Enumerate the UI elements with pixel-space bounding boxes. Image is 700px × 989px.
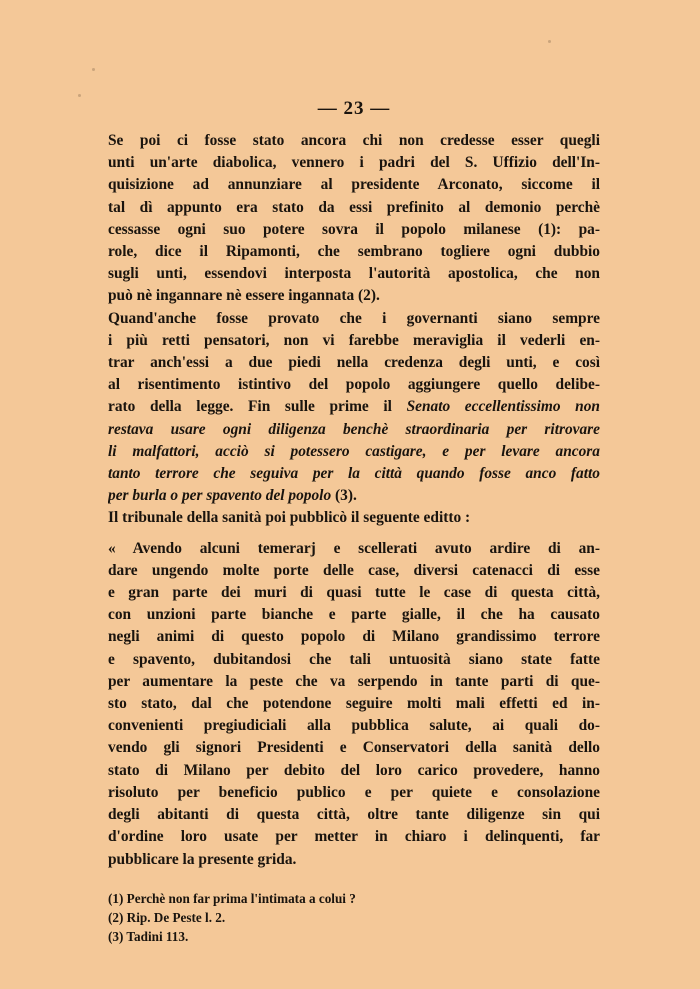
text-line bbox=[108, 485, 600, 507]
text-line: trar anch'essi a due piedi nella credenza degli unti, e così bbox=[108, 354, 600, 372]
paragraph-1 bbox=[108, 130, 600, 308]
italic-quote: per burla o per spavento del popolo bbox=[108, 487, 332, 505]
text-line: pubblicare la presente grida. bbox=[108, 850, 297, 868]
text-line: « Avendo alcuni temerarj e scellerati avuto ardire di an- bbox=[108, 539, 600, 557]
footnote-ref: (3). bbox=[335, 487, 357, 505]
text-line: Quand'anche fosse provato che i governanti siano sempre bbox=[108, 309, 600, 327]
footnote: (2) Rip. De Peste l. 2. bbox=[108, 909, 226, 925]
text-line: Se poi ci fosse stato ancora chi non credesse esser quegli bbox=[108, 132, 600, 149]
text-line: per aumentare la peste che va serpendo in tante parti di que- bbox=[108, 672, 600, 690]
text-line: con unzioni parte bianche e parte gialle, il che ha causato bbox=[108, 606, 600, 624]
text-line: Il tribunale della sanità poi pubblicò il seguente editto : bbox=[108, 509, 471, 527]
italic-quote-line: li malfattori, acciò si potessero castigare, e per levare ancora bbox=[108, 442, 600, 460]
text-line: negli animi di questo popolo di Milano grandissimo terrore bbox=[108, 628, 600, 646]
paragraph-3 bbox=[108, 507, 600, 529]
italic-quote-line: tanto terrore che seguiva per la città quando fosse anco fatto bbox=[108, 465, 600, 483]
text-line: sugli unti, essendovi interposta l'autorità apostolica, che non bbox=[108, 265, 600, 283]
text-line: e gran parte dei muri di quasi tutte le case di questa città, bbox=[108, 584, 600, 602]
text-line: i più retti pensatori, non vi farebbe meraviglia il vederli en- bbox=[108, 331, 600, 349]
text-line: d'ordine loro usate per metter in chiaro i delinquenti, far bbox=[108, 828, 600, 846]
text-line: convenienti pregiudiciali alla pubblica salute, ai quali do- bbox=[108, 717, 600, 735]
italic-quote: Senato eccellentissimo non bbox=[406, 398, 600, 416]
text-line: cessasse ogni suo potere sovra il popolo milanese (1): pa- bbox=[108, 220, 600, 238]
text-line bbox=[108, 396, 600, 418]
paper-speck bbox=[78, 94, 81, 97]
text-line: risoluto per beneficio publico e per quiete e consolazione bbox=[108, 783, 600, 801]
paper-speck bbox=[548, 40, 551, 43]
text-line: al risentimento istintivo del popolo aggiungere quello delibe- bbox=[108, 376, 600, 394]
text-line: vendo gli signori Presidenti e Conservatori della sanità dello bbox=[108, 739, 600, 757]
paragraph-2 bbox=[108, 308, 600, 508]
book-page bbox=[108, 98, 600, 946]
text-line: e spavento, dubitandosi che tali untuosità siano state fatte bbox=[108, 650, 600, 668]
footnote: (3) Tadini 113. bbox=[108, 928, 189, 944]
text-line: dare ungendo molte porte delle case, diversi catenacci di esse bbox=[108, 561, 600, 579]
text-line: unti un'arte diabolica, vennero i padri del S. Uffizio dell'In- bbox=[108, 154, 600, 172]
text-line: degli abitanti di questa città, oltre tante diligenze sin qui bbox=[108, 806, 600, 824]
text-run: rato della legge. Fin sulle prime il bbox=[108, 398, 392, 416]
text-line: tal dì appunto era stato da essi prefinito al demonio perchè bbox=[108, 198, 600, 216]
page-number: — 23 — bbox=[317, 98, 391, 119]
italic-quote-line: restava usare ogni diligenza benchè straordinaria per ritrovare bbox=[108, 420, 600, 438]
text-line: stato di Milano per debito del loro carico provedere, hanno bbox=[108, 761, 600, 779]
edict-quote bbox=[108, 538, 600, 871]
footnotes bbox=[108, 889, 600, 946]
text-line: sto stato, dal che potendone seguire molti mali effetti ed in- bbox=[108, 695, 600, 713]
footnote: (1) Perchè non far prima l'intimata a colui ? bbox=[108, 890, 356, 906]
paper-speck bbox=[92, 68, 95, 71]
text-line: può nè ingannare nè essere ingannata (2). bbox=[108, 287, 380, 305]
text-line: quisizione ad annunziare al presidente Arconato, siccome il bbox=[108, 176, 600, 194]
text-line: role, dice il Ripamonti, che sembrano togliere ogni dubbio bbox=[108, 243, 600, 261]
